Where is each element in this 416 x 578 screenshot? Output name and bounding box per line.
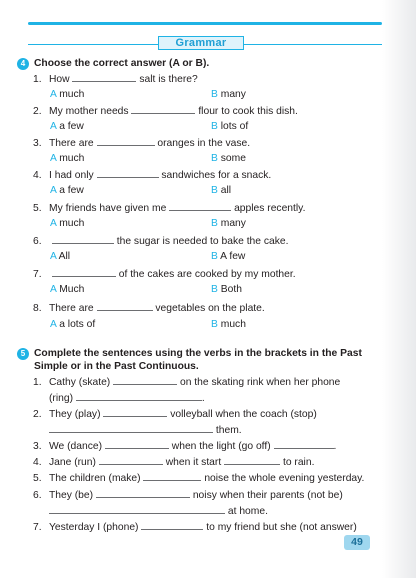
- answer-blank[interactable]: [97, 168, 159, 178]
- answer-blank[interactable]: [169, 201, 231, 211]
- question-4: [33, 168, 271, 182]
- sentence-text: to my friend but she (not answer): [206, 522, 357, 533]
- top-rule: [28, 22, 382, 25]
- page-number: 49: [344, 535, 370, 550]
- question-number: 6.: [33, 236, 42, 247]
- question-text-after: flour to cook this dish.: [198, 106, 298, 117]
- sentence-1: [33, 375, 340, 389]
- answer-blank[interactable]: [49, 504, 225, 514]
- question-number: 2.: [33, 106, 42, 117]
- option-a[interactable]: A a lots of: [50, 319, 96, 330]
- sentence-number: 4.: [33, 457, 42, 468]
- sentence-text: to rain.: [282, 457, 315, 468]
- sentence-text: noise the whole evening yesterday.: [204, 473, 365, 484]
- question-7: [33, 267, 296, 281]
- question-1: [33, 72, 198, 86]
- option-b[interactable]: B some: [211, 153, 246, 164]
- answer-blank[interactable]: [49, 423, 213, 433]
- question-number: 7.: [33, 269, 42, 280]
- question-text-before: How: [49, 74, 70, 85]
- sentence-2-continued: [49, 423, 242, 437]
- option-b[interactable]: B many: [211, 218, 246, 229]
- question-5: [33, 201, 305, 215]
- sentence-5: [33, 471, 364, 485]
- question-text-after: of the cakes are cooked by my mother.: [118, 269, 296, 280]
- option-a[interactable]: A All: [50, 251, 71, 262]
- answer-blank[interactable]: [141, 520, 203, 530]
- sentence-7: [33, 520, 357, 534]
- question-text-after: apples recently.: [234, 203, 306, 214]
- answer-blank[interactable]: [224, 455, 280, 465]
- answer-blank[interactable]: [97, 136, 155, 146]
- option-b[interactable]: B much: [211, 319, 246, 330]
- sentence-text: volleyball when the coach (stop): [170, 409, 317, 420]
- question-text-after: oranges in the vase.: [157, 138, 251, 149]
- option-b[interactable]: B all: [211, 185, 232, 196]
- sentence-2: [33, 407, 317, 421]
- sentence-text: noisy when their parents (not be): [192, 490, 343, 501]
- question-number: 1.: [33, 74, 42, 85]
- option-b[interactable]: B lots of: [211, 121, 249, 132]
- question-text-before: My mother needs: [49, 106, 129, 117]
- question-number: 3.: [33, 138, 42, 149]
- question-text-before: There are: [49, 303, 94, 314]
- question-text-before: I had only: [49, 170, 94, 181]
- page-edge-shade: [382, 0, 416, 578]
- sentence-text: on the skating rink when her phone: [179, 377, 341, 388]
- sentence-number: 5.: [33, 473, 42, 484]
- sentence-number: 3.: [33, 441, 42, 452]
- sentence-text: We (dance): [49, 441, 103, 452]
- sentence-number: 1.: [33, 377, 42, 388]
- answer-blank[interactable]: [52, 267, 116, 277]
- header-rule-left: [28, 44, 158, 45]
- answer-blank[interactable]: [143, 471, 201, 481]
- answer-blank[interactable]: [96, 488, 190, 498]
- sentence-6: [33, 488, 343, 502]
- sentence-text: Jane (run): [49, 457, 96, 468]
- question-text-after: sandwiches for a snack.: [161, 170, 272, 181]
- sentence-text: Cathy (skate): [49, 377, 111, 388]
- answer-blank[interactable]: [131, 104, 195, 114]
- sentence-text: when the light (go off): [171, 441, 271, 452]
- exercise-5-number: 5: [17, 348, 29, 360]
- exercise-4-instruction: Choose the correct answer (A or B).: [34, 58, 210, 69]
- sentence-1-continued: [49, 391, 205, 405]
- option-b[interactable]: B A few: [211, 251, 246, 262]
- sentence-6-continued: [49, 504, 268, 518]
- question-2: [33, 104, 298, 118]
- option-a[interactable]: A Much: [50, 284, 85, 295]
- sentence-text: They (be): [49, 490, 94, 501]
- option-b[interactable]: B Both: [211, 284, 242, 295]
- option-a[interactable]: A a few: [50, 185, 84, 196]
- question-8: [33, 301, 265, 315]
- answer-blank[interactable]: [72, 72, 136, 82]
- sentence-4: [33, 455, 314, 469]
- question-6: [33, 234, 288, 248]
- question-3: [33, 136, 250, 150]
- exercise-5-instruction-line-2: Simple or in the Past Continuous.: [34, 361, 199, 372]
- question-text-before: There are: [49, 138, 94, 149]
- sentence-text: them.: [215, 425, 242, 436]
- exercise-4-number: 4: [17, 58, 29, 70]
- sentence-number: 2.: [33, 409, 42, 420]
- sentence-text: at home.: [227, 506, 268, 517]
- question-text-before: My friends have given me: [49, 203, 167, 214]
- option-a[interactable]: A a few: [50, 121, 84, 132]
- section-title: Grammar: [158, 36, 244, 50]
- option-a[interactable]: A much: [50, 218, 85, 229]
- option-a[interactable]: A much: [50, 89, 85, 100]
- answer-blank[interactable]: [103, 407, 167, 417]
- question-number: 4.: [33, 170, 42, 181]
- option-a[interactable]: A much: [50, 153, 85, 164]
- sentence-text: .: [333, 441, 337, 452]
- answer-blank[interactable]: [105, 439, 169, 449]
- question-number: 8.: [33, 303, 42, 314]
- answer-blank[interactable]: [99, 455, 163, 465]
- question-text-after: salt is there?: [139, 74, 198, 85]
- sentence-text: (ring): [49, 393, 74, 404]
- option-b[interactable]: B many: [211, 89, 246, 100]
- exercise-5-instruction-line-1: Complete the sentences using the verbs in the brackets in the Past: [34, 348, 362, 359]
- sentence-text: They (play): [49, 409, 101, 420]
- answer-blank[interactable]: [113, 375, 177, 385]
- answer-blank[interactable]: [97, 301, 153, 311]
- question-text-after: vegetables on the plate.: [155, 303, 265, 314]
- sentence-text: Yesterday I (phone): [49, 522, 139, 533]
- answer-blank[interactable]: [52, 234, 114, 244]
- answer-blank[interactable]: [76, 391, 202, 401]
- question-number: 5.: [33, 203, 42, 214]
- sentence-text: The children (make): [49, 473, 141, 484]
- sentence-number: 7.: [33, 522, 42, 533]
- sentence-text: when it start: [165, 457, 222, 468]
- sentence-3: [33, 439, 336, 453]
- header-rule-right: [244, 44, 382, 45]
- answer-blank[interactable]: [274, 439, 334, 449]
- question-text-after: the sugar is needed to bake the cake.: [116, 236, 289, 247]
- sentence-text: .: [201, 393, 205, 404]
- sentence-number: 6.: [33, 490, 42, 501]
